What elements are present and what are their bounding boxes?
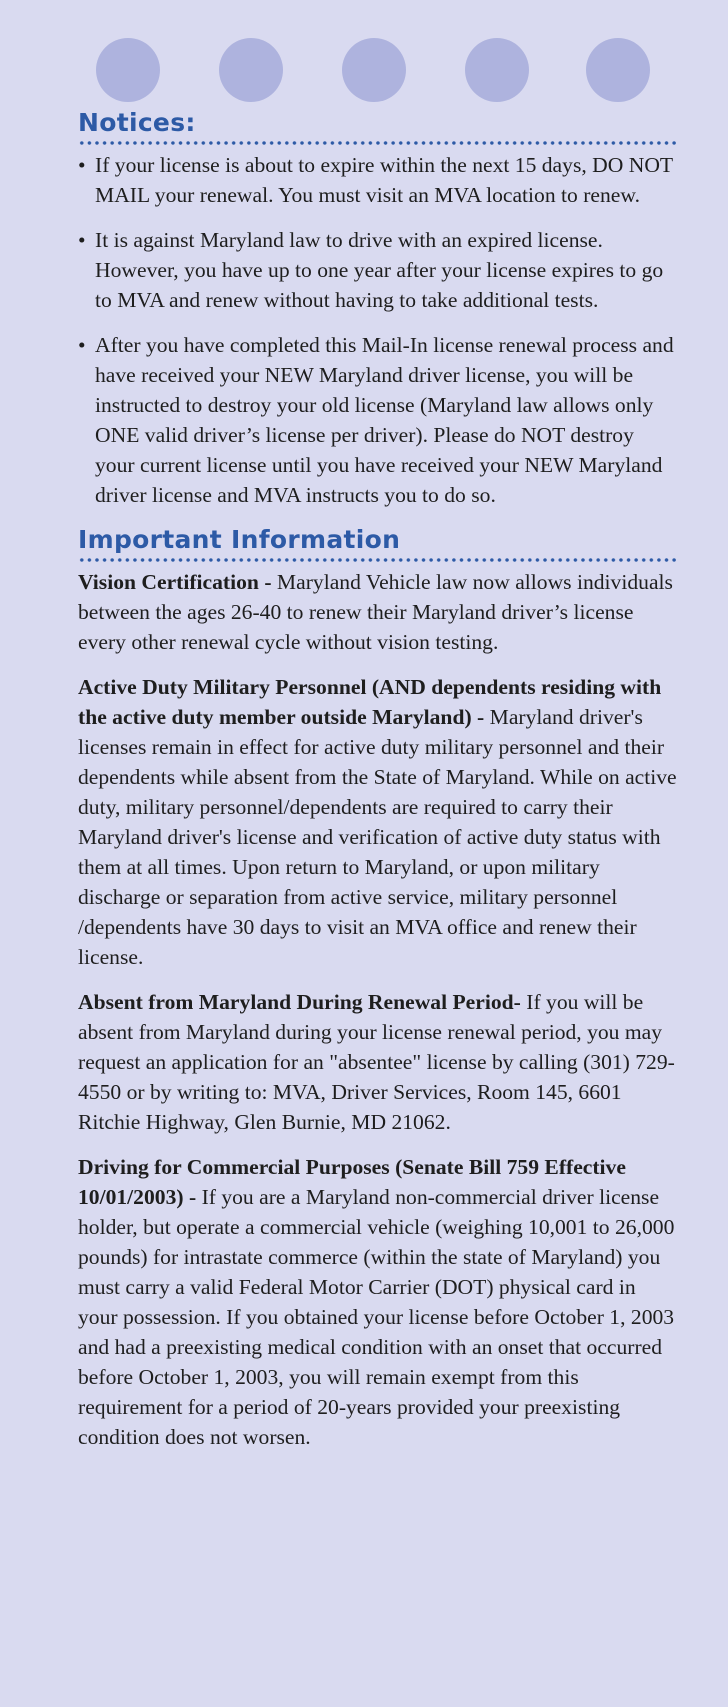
- info-title: Vision Certification -: [78, 570, 272, 594]
- info-text: Maryland driver's licenses remain in effect for active duty military personnel and their dependents while absent from the State of Maryland. While on active duty, military personnel/dependents are required to carry their Maryland driver's license and verification of active duty status with them at all times. Upon return to Maryland, or upon military discharge or separation from active service, military personnel /dependents have 30 days to visit an MVA office and renew their license.: [78, 705, 677, 969]
- notices-heading: Notices:: [78, 108, 196, 137]
- important-information-heading: Important Information: [78, 525, 401, 554]
- dotted-divider: [78, 557, 678, 563]
- circle-decoration: [465, 38, 529, 102]
- info-paragraph: [78, 1152, 678, 1452]
- circle-decoration: [96, 38, 160, 102]
- notice-item: • If your license is about to expire within the next 15 days, DO NOT MAIL your renewal. You must visit an MVA location to renew.: [78, 150, 678, 210]
- info-paragraph: [78, 987, 678, 1137]
- info-title: Absent from Maryland During Renewal Period-: [78, 990, 521, 1014]
- circle-decoration: [219, 38, 283, 102]
- important-information-section: [78, 525, 678, 1452]
- notice-item: • After you have completed this Mail-In license renewal process and have received your NEW Maryland driver license, you will be instructed to destroy your old license (Maryland law allows only ONE valid driver’s license per driver). Please do NOT destroy your current license until you have received your NEW Maryland driver license and MVA instructs you to do so.: [78, 330, 678, 510]
- info-text: If you are a Maryland non-commercial driver license holder, but operate a commercial vehicle (weighing 10,001 to 26,000 pounds) for intrastate commerce (within the state of Maryland) you must carry a valid Federal Motor Carrier (DOT) physical card in your possession. If you obtained your license before October 1, 2003 and had a preexisting medical condition with an onset that occurred before October 1, 2003, you will remain exempt from this requirement for a period of 20-years provided your preexisting condition does not worsen.: [78, 1185, 675, 1449]
- info-paragraph: [78, 567, 678, 657]
- info-text: If you will be absent from Maryland during your license renewal period, you may request an application for an "absentee" license by calling (301) 729-4550 or by writing to: MVA, Driver Services, Room 145, 6601 Ritchie Highway, Glen Burnie, MD 21062.: [78, 990, 675, 1134]
- info-title: Driving for Commercial Purposes (Senate Bill 759 Effective 10/01/2003) -: [78, 1155, 626, 1209]
- info-paragraph: [78, 672, 678, 972]
- info-text: Maryland Vehicle law now allows individuals between the ages 26-40 to renew their Maryland driver’s license every other renewal cycle without vision testing.: [78, 570, 673, 654]
- notices-section: [78, 108, 678, 510]
- decorative-circles: [96, 38, 650, 104]
- notice-item: • It is against Maryland law to drive with an expired license. However, you have up to one year after your license expires to go to MVA and renew without having to take additional tests.: [78, 225, 678, 315]
- dotted-divider: [78, 140, 678, 146]
- circle-decoration: [342, 38, 406, 102]
- circle-decoration: [586, 38, 650, 102]
- document-body: [78, 108, 678, 1467]
- info-title: Active Duty Military Personnel (AND dependents residing with the active duty member outside Maryland) -: [78, 675, 662, 729]
